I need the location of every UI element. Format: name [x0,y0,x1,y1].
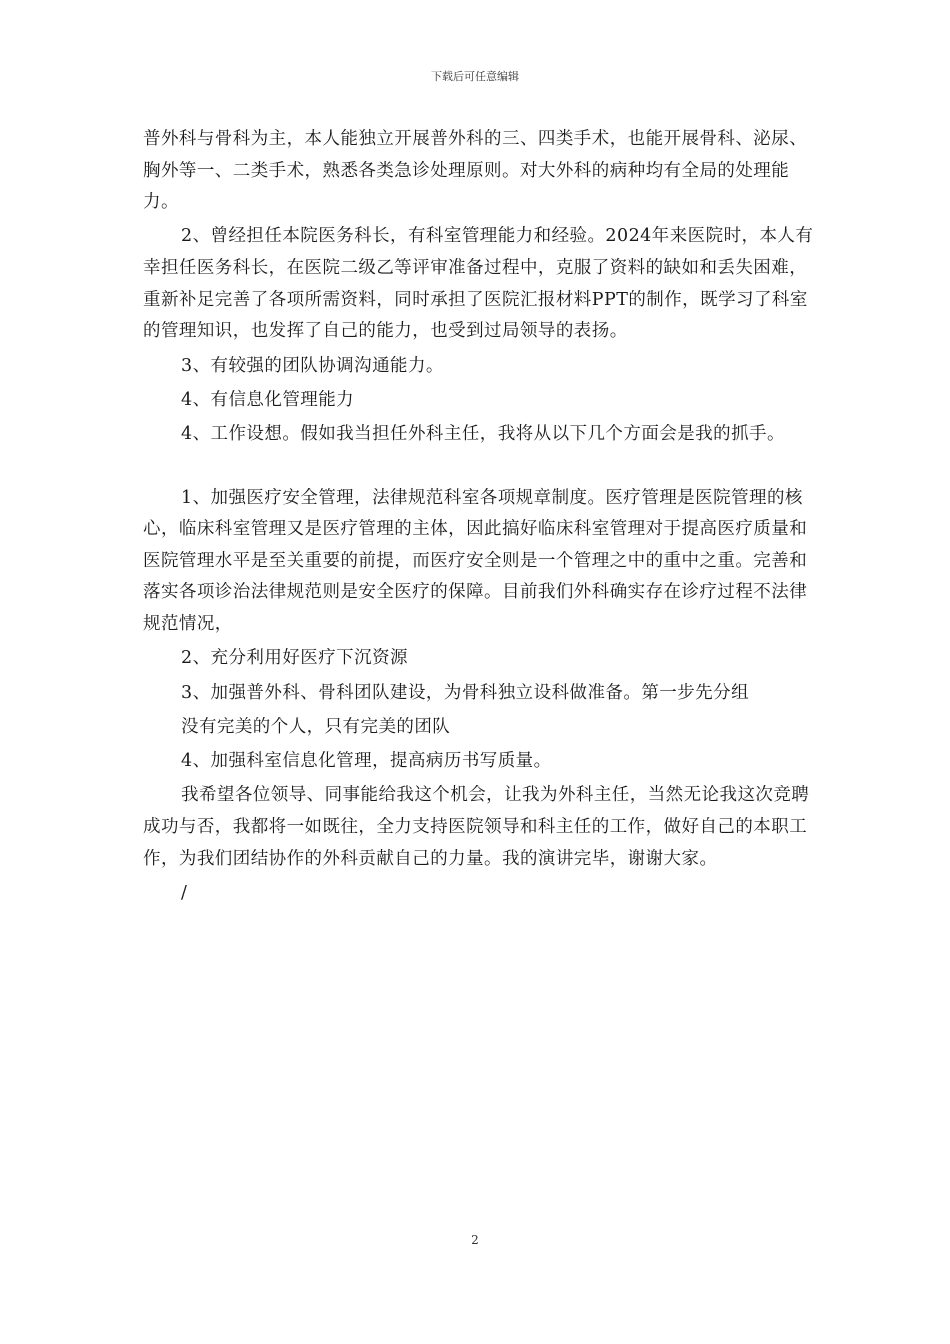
paragraph: 我希望各位领导、同事能给我这个机会，让我为外科主任，当然无论我这次竞聘成功与否，我都将一如既往，全力支持医院领导和科主任的工作，做好自己的本职工作，为我们团结协作的外科贡献自己的力量。我的演讲完毕，谢谢大家。 [143,785,810,869]
paragraph: 没有完美的个人，只有完美的团队 [181,716,451,737]
paragraph: 2、充分利用好医疗下沉资源 [181,648,408,669]
paragraph: 3、有较强的团队协调沟通能力。 [181,355,444,376]
document-body [143,124,815,912]
paragraph: 普外科与骨科为主，本人能独立开展普外科的三、四类手术，也能开展骨科、泌尿、胸外等一、二类手术，熟悉各类急诊处理原则。对大外科的病种均有全局的处理能力。 [143,129,808,213]
paragraph: 2、曾经担任本院医务科长，有科室管理能力和经验。2024年来医院时，本人有幸担任医务科长，在医院二级乙等评审准备过程中，克服了资料的缺如和丢失困难，重新补足完善了各项所需资料，同时承担了医院汇报材料PPT的制作，既学习了科室的管理知识，也发挥了自己的能力，也受到过局领导的表扬。 [143,226,814,342]
paragraph: 4、加强科室信息化管理，提高病历书写质量。 [181,751,552,772]
paragraph: 1、加强医疗安全管理，法律规范科室各项规章制度。医疗管理是医院管理的核心，临床科室管理又是医疗管理的主体，因此搞好临床科室管理对于提高医疗质量和医院管理水平是至关重要的前提，而医疗安全则是一个管理之中的重中之重。完善和落实各项诊治法律规范则是安全医疗的保障。目前我们外科确实存在诊疗过程不法律规范情况， [143,487,808,635]
paragraph: 4、工作设想。假如我当担任外科主任，我将从以下几个方面会是我的抓手。 [181,424,785,445]
paragraph: 3、加强普外科、骨科团队建设，为骨科独立设科做准备。第一步先分组 [181,682,750,703]
paragraph: / [181,882,188,903]
page-number: 2 [471,1233,479,1247]
page-header: 下载后可任意编辑 [431,70,519,83]
paragraph: 4、有信息化管理能力 [181,389,355,410]
